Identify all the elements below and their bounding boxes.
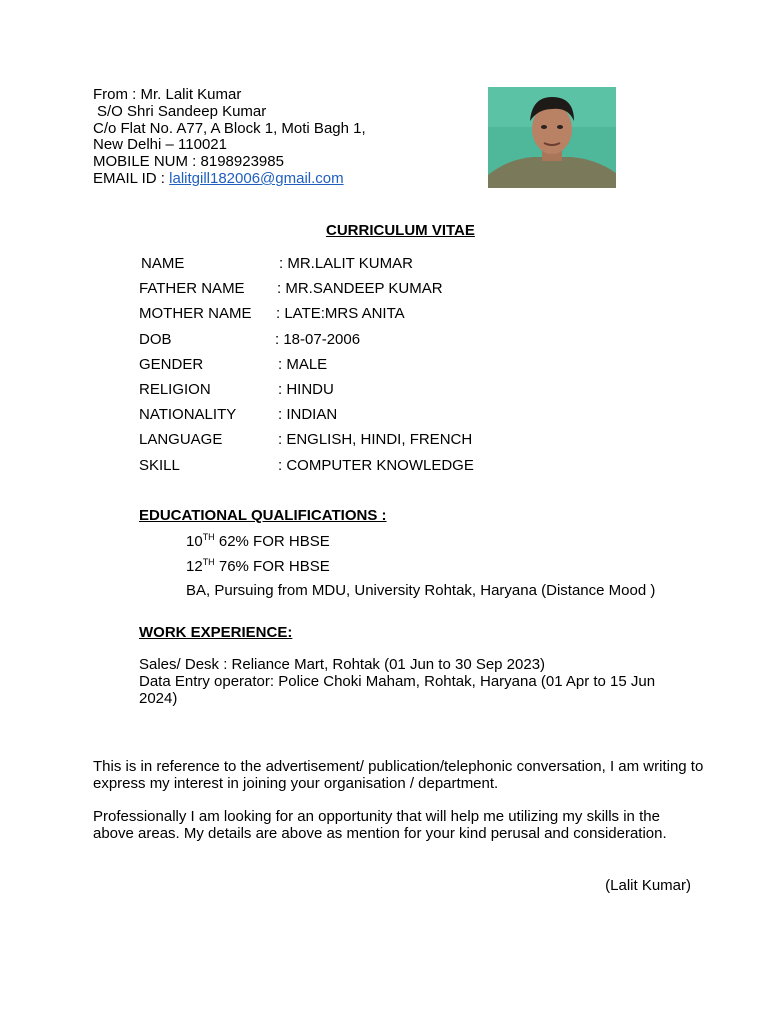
pd-value-dob: : 18-07-2006: [275, 331, 361, 348]
signature: (Lalit Kumar): [605, 877, 691, 894]
mobile-line: MOBILE NUM : 8198923985: [93, 153, 284, 170]
work-item-2: Data Entry operator: Police Choki Maham, Rohtak, Haryana (01 Apr to 15 Jun 2024): [139, 673, 656, 707]
education-heading: EDUCATIONAL QUALIFICATIONS :: [139, 507, 387, 524]
paragraph-1: This is in reference to the advertisement/ publication/telephonic conversation, I am writing to express my interest in joining your organisation / department.: [93, 758, 704, 792]
pd-label-nationality: NATIONALITY: [139, 406, 237, 423]
pd-value-nationality: : INDIAN: [278, 406, 338, 423]
education-item-10th: [186, 532, 330, 550]
pd-label-mother: MOTHER NAME: [139, 305, 252, 322]
email-link[interactable]: lalitgill182006@gmail.com: [169, 170, 344, 187]
education-item-text: BA, Pursuing from MDU, University Rohtak, Haryana (Distance Mood ): [186, 582, 656, 599]
pd-label-name: NAME: [141, 255, 185, 272]
pd-value-father: : MR.SANDEEP KUMAR: [277, 280, 443, 297]
pd-label-dob: DOB: [139, 331, 172, 348]
education-item-ba: [186, 582, 655, 599]
cv-title: CURRICULUM VITAE: [326, 222, 475, 239]
education-item-text: 76% FOR HBSE: [214, 558, 330, 575]
education-item-sup: TH: [202, 557, 215, 567]
education-item-text: 62% FOR HBSE: [214, 533, 330, 550]
from-line: From : Mr. Lalit Kumar: [93, 86, 242, 103]
education-item-12th: [186, 557, 330, 575]
so-line: S/O Shri Sandeep Kumar: [97, 103, 267, 120]
pd-label-gender: GENDER: [139, 356, 204, 373]
pd-value-religion: : HINDU: [278, 381, 334, 398]
pd-label-skill: SKILL: [139, 457, 180, 474]
pd-label-language: LANGUAGE: [139, 431, 223, 448]
email-line: [93, 171, 344, 188]
address-line-1: C/o Flat No. A77, A Block 1, Moti Bagh 1,: [93, 120, 366, 137]
pd-value-gender: : MALE: [278, 356, 328, 373]
pd-value-skill: : COMPUTER KNOWLEDGE: [278, 457, 474, 474]
pd-value-name: : MR.LALIT KUMAR: [279, 255, 413, 272]
work-item-1: Sales/ Desk : Reliance Mart, Rohtak (01 Jun to 30 Sep 2023): [139, 656, 546, 673]
education-item-sup: TH: [202, 532, 215, 542]
education-item-num: 12: [186, 558, 203, 575]
paragraph-2: Professionally I am looking for an opportunity that will help me utilizing my skills in the above areas. My details are above as mention for your kind perusal and consideration.: [93, 808, 667, 842]
pd-label-father: FATHER NAME: [139, 280, 245, 297]
pd-value-mother: : LATE:MRS ANITA: [276, 305, 405, 322]
pd-label-religion: RELIGION: [139, 381, 211, 398]
work-heading: WORK EXPERIENCE:: [139, 624, 293, 641]
profile-photo: [488, 87, 616, 188]
email-label: EMAIL ID :: [93, 170, 170, 187]
education-item-num: 10: [186, 533, 203, 550]
pd-value-language: : ENGLISH, HINDI, FRENCH: [278, 431, 473, 448]
address-line-2: New Delhi – 110021: [93, 136, 227, 153]
